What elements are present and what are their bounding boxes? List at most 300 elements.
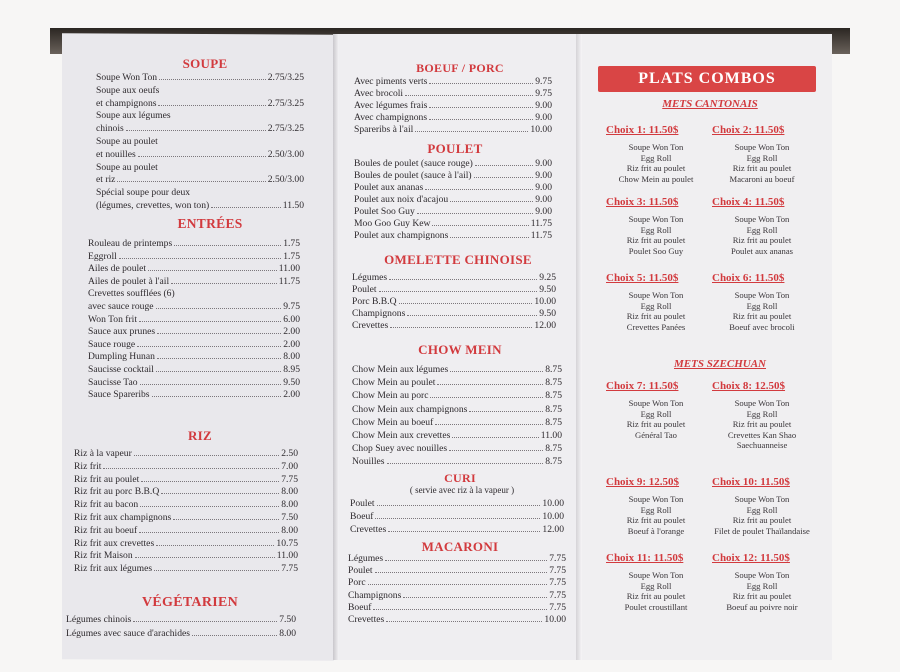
menu-item-name: Chow Mein aux crevettes [352, 430, 451, 441]
combo-choice-title: Choix 4: 11.50$ [712, 196, 785, 208]
dot-leader [429, 76, 533, 84]
combo-choice-items [706, 494, 818, 536]
combo-item: Soupe Won Ton [628, 570, 684, 580]
menu-item-name: Rouleau de printemps [88, 238, 173, 249]
menu-item-name: Porc B.B.Q [352, 296, 397, 307]
dot-leader [388, 524, 540, 532]
menu-item-row [88, 389, 300, 400]
combo-item: Riz frit au poulet [732, 515, 792, 525]
menu-item-row [354, 230, 552, 241]
menu-item-row [74, 474, 298, 485]
dot-leader [377, 498, 541, 506]
menu-item-row [88, 364, 300, 375]
menu-item-price: 2.50 [281, 448, 298, 459]
menu-item-row [352, 443, 562, 454]
combo-choice-items [600, 214, 712, 256]
menu-item-row [354, 158, 552, 169]
dot-leader [174, 238, 281, 246]
combo-item: Poulet aux ananas [730, 245, 794, 256]
menu-item-price: 11.00 [278, 263, 300, 275]
dot-leader [156, 301, 282, 309]
combo-item: Boeuf au poivre noir [726, 601, 798, 612]
menu-item-name: et champignons [96, 97, 157, 109]
menu-item-row [66, 614, 296, 625]
menu-item-price: 11.50 [282, 200, 304, 211]
menu-item-price: 7.75 [549, 553, 566, 564]
menu-item-row [74, 486, 298, 497]
menu-item-row [96, 123, 304, 134]
dot-leader [379, 284, 538, 292]
dot-leader [139, 314, 281, 322]
dot-leader [430, 390, 543, 398]
menu-item-name: Sauce Spareribs [88, 389, 150, 401]
menu-item-row [348, 577, 566, 588]
menu-item-name: Chow Mein aux légumes [352, 364, 449, 375]
menu-item-row [352, 417, 562, 428]
menu-item-name: Poulet [348, 565, 373, 577]
dot-leader [375, 565, 548, 573]
menu-item-name: Poulet Soo Guy [354, 206, 415, 217]
menu-item-price: 7.75 [549, 577, 566, 589]
section-title-entrees: ENTRÉES [177, 216, 243, 231]
combo-item: Poulet croustillant [624, 601, 688, 612]
dot-leader [389, 272, 537, 280]
menu-item-row [74, 461, 298, 472]
menu-item-row [74, 563, 298, 574]
menu-item-price: 9.50 [283, 376, 300, 388]
menu-item-row [74, 512, 298, 523]
menu-item-price: 9.75 [535, 76, 552, 87]
menu-item-row [348, 565, 566, 576]
dot-leader [137, 339, 281, 347]
menu-item-name: et nouilles [96, 148, 136, 160]
dot-leader [152, 389, 282, 397]
combo-item: Soupe Won Ton [734, 398, 790, 408]
combo-item: Soupe Won Ton [734, 142, 790, 152]
dot-leader [173, 512, 279, 520]
menu-item-name: Légumes [348, 553, 384, 564]
dot-leader [399, 296, 533, 304]
combo-item: Saechuanneise [736, 440, 788, 450]
menu-item-name: Boeuf [348, 601, 372, 613]
menu-item-row [354, 182, 552, 193]
dot-leader [450, 194, 533, 202]
menu-item-name: Soupe aux oeufs [96, 84, 160, 96]
fold-crease-2 [576, 34, 582, 660]
combo-item: Soupe Won Ton [734, 290, 790, 300]
menu-item-name: Won Ton frit [88, 313, 138, 325]
menu-item-name: Saucisse Tao [88, 376, 138, 388]
combo-item: Macaroni au boeuf [729, 173, 795, 184]
dot-leader [450, 230, 528, 238]
dot-leader [103, 461, 279, 469]
menu-item-price: 8.00 [281, 486, 298, 498]
combo-item: Crevettes Panées [626, 321, 686, 332]
dot-leader [403, 590, 547, 598]
combo-choice-items [600, 494, 712, 536]
menu-item-price: 11.75 [530, 218, 552, 229]
section-title-macaroni: MACARONI [421, 539, 499, 554]
menu-item-row [354, 88, 552, 99]
dot-leader [386, 614, 542, 622]
menu-item-row [352, 296, 556, 307]
menu-item-row [96, 98, 304, 109]
menu-item-price: 9.50 [539, 284, 556, 295]
menu-item-price: 1.75 [283, 238, 300, 249]
dot-leader [161, 486, 279, 494]
menu-item-price: 11.00 [276, 550, 298, 562]
menu-item-row [66, 628, 296, 639]
menu-item-price: 8.75 [545, 364, 562, 375]
menu-item-price: 8.75 [545, 443, 562, 455]
menu-item-row [352, 272, 556, 283]
dot-leader [138, 149, 266, 157]
menu-item-row [352, 390, 562, 401]
menu-item-row [354, 206, 552, 217]
menu-item-name: Chow Mein au porc [352, 390, 429, 402]
combo-choice-title: Choix 12: 11.50$ [712, 552, 790, 564]
menu-item-name: Soupe aux légumes [96, 110, 171, 122]
combo-item: Egg Roll [640, 300, 672, 311]
menu-item-price: 2.50/3.00 [267, 174, 304, 186]
combo-choice-items [706, 398, 818, 451]
combo-item: Egg Roll [746, 504, 778, 515]
menu-item-price: 9.00 [535, 194, 552, 205]
menu-item-name: Légumes avec sauce d'arachides [66, 628, 190, 639]
menu-item-row [352, 284, 556, 295]
combo-choice-title: Choix 11: 11.50$ [606, 552, 684, 564]
menu-item-name: Boeuf [350, 511, 374, 523]
menu-item-name: Soupe au poulet [96, 136, 158, 147]
menu-item-price: 10.00 [542, 511, 564, 523]
combo-item: Soupe Won Ton [628, 214, 684, 224]
menu-item-price: 9.50 [539, 308, 556, 319]
menu-item-price: 9.00 [535, 100, 552, 111]
dot-leader [429, 100, 533, 108]
menu-item-name: Riz frit au bacon [74, 499, 139, 511]
menu-item-price: 10.00 [544, 614, 566, 625]
menu-item-price: 7.50 [281, 512, 298, 523]
menu-item-price: 8.75 [545, 377, 562, 389]
combo-item: Soupe Won Ton [734, 494, 790, 504]
menu-item-price: 7.75 [281, 563, 298, 575]
dot-leader [157, 326, 281, 334]
menu-item-row [88, 263, 300, 274]
combo-item: Egg Roll [640, 224, 672, 235]
combo-choice-title: Choix 7: 11.50$ [606, 380, 679, 392]
combo-item: Riz frit au poulet [626, 311, 686, 321]
combo-choice-items [600, 142, 712, 184]
section-title-vegetarien: VÉGÉTARIEN [141, 595, 239, 610]
curi-subtitle: ( servie avec riz à la vapeur ) [409, 485, 515, 495]
section-title-boeuf-porc: BOEUF / PORC [416, 61, 504, 75]
dot-leader [405, 88, 533, 96]
menu-item-name: Riz frit au poulet [74, 473, 140, 485]
menu-item-row [74, 448, 298, 459]
dot-leader [140, 377, 282, 385]
menu-item-price: 10.00 [542, 498, 564, 509]
mets-cantonais-heading: METS CANTONAIS [662, 98, 758, 110]
combo-item: Egg Roll [746, 300, 778, 311]
menu-item-name: Sauce aux prunes [88, 326, 156, 338]
dot-leader [126, 123, 266, 131]
menu-item-row [88, 276, 300, 287]
dot-leader [375, 511, 540, 519]
combo-choice-items [600, 398, 712, 440]
menu-item-name: Dumpling Hunan [88, 351, 155, 363]
menu-item-name: Chop Suey avec nouilles [352, 443, 448, 455]
menu-item-price: 12.00 [542, 524, 564, 536]
menu-item-name: et riz [96, 174, 116, 186]
menu-item-name: Champignons [348, 589, 402, 601]
combo-choice-items [706, 142, 818, 184]
combo-item: Riz frit au poulet [732, 591, 792, 601]
combo-item: Riz frit au poulet [626, 163, 686, 173]
menu-item-name: Riz frit aux champignons [74, 512, 172, 523]
menu-item-name: Riz frit Maison [74, 550, 133, 562]
menu-item-price: 7.75 [281, 473, 298, 485]
menu-item-name: avec sauce rouge [88, 301, 154, 312]
menu-item-name: Saucisse cocktail [88, 364, 154, 375]
dot-leader [449, 443, 543, 451]
combo-item: Riz frit au poulet [732, 311, 792, 321]
menu-item-price: 8.00 [281, 524, 298, 536]
menu-item-name: Avec légumes frais [354, 100, 428, 111]
menu-item-price: 6.00 [283, 313, 300, 325]
menu-item-price: 8.75 [545, 403, 562, 415]
menu-item-row [354, 170, 552, 181]
menu-item-row [352, 308, 556, 319]
menu-item-price: 11.75 [278, 275, 300, 287]
menu-item-name: Ailes de poulet à l'ail [88, 275, 170, 287]
menu-item-name: Spareribs à l'ail [354, 124, 414, 135]
combo-item: Soupe Won Ton [734, 570, 790, 580]
section-title-riz: RIZ [187, 428, 213, 443]
menu-item-price: 9.75 [535, 88, 552, 99]
menu-item-name: Crevettes soufflées (6) [88, 288, 175, 300]
menu-item-row [352, 364, 562, 375]
combo-item: Chow Mein au poulet [618, 173, 694, 184]
combo-choice-title: Choix 2: 11.50$ [712, 124, 785, 136]
menu-item-price: 2.00 [283, 389, 300, 401]
menu-item-name: Riz à la vapeur [74, 448, 132, 459]
menu-item-name: Crevettes [350, 524, 387, 536]
combo-item: Filet de poulet Thaïlandaise [714, 525, 810, 536]
combo-choice-title: Choix 1: 11.50$ [606, 124, 679, 136]
menu-item-row [96, 200, 304, 211]
combo-item: Egg Roll [746, 224, 778, 235]
combo-choice-title: Choix 6: 11.50$ [712, 272, 785, 284]
menu-item-price: 9.00 [535, 170, 552, 181]
menu-item-price: 9.25 [539, 272, 556, 283]
mets-szechuan-heading: METS SZECHUAN [674, 358, 766, 370]
menu-item-row [96, 149, 304, 160]
menu-item-name: Soupe au poulet [96, 161, 158, 173]
dot-leader [141, 474, 279, 482]
dot-leader [159, 72, 266, 80]
menu-item-price: 11.75 [530, 230, 552, 241]
menu-item-price: 7.75 [549, 601, 566, 613]
menu-item-name: Riz frit aux crevettes [74, 537, 155, 549]
combo-item: Egg Roll [640, 408, 672, 419]
dot-leader [450, 364, 543, 372]
menu-item-row [88, 301, 300, 312]
menu-item-name: Boules de poulet (sauce rouge) [354, 158, 473, 169]
menu-item-row [96, 174, 304, 185]
combo-choice-title: Choix 9: 12.50$ [606, 476, 680, 488]
menu-item-name: Nouilles [352, 456, 385, 468]
menu-item-price: 2.75/3.25 [267, 97, 304, 109]
section-title-omelette: OMELETTE CHINOISE [384, 252, 532, 267]
menu-item-row [354, 194, 552, 205]
combo-choice-title: Choix 10: 11.50$ [712, 476, 790, 488]
menu-item-name: Légumes chinois [66, 614, 132, 625]
combo-choice-title: Choix 3: 11.50$ [606, 196, 679, 208]
menu-item-row [352, 404, 562, 415]
dot-leader [387, 456, 544, 464]
plats-combos-banner: PLATS COMBOS [598, 66, 816, 92]
menu-item-price: 8.00 [283, 351, 300, 363]
dot-leader [437, 377, 543, 385]
menu-item-price: 9.00 [535, 158, 552, 169]
menu-item-price: 7.75 [549, 589, 566, 601]
dot-leader [148, 263, 277, 271]
dot-leader [117, 174, 265, 182]
dot-leader [469, 404, 543, 412]
dot-leader [211, 200, 281, 208]
menu-item-name: Avec brocoli [354, 88, 404, 99]
menu-item-row [352, 320, 556, 331]
dot-leader [157, 351, 281, 359]
menu-item-price: 1.75 [283, 250, 300, 262]
dot-leader [156, 538, 274, 546]
menu-item-name: Avec piments verts [354, 76, 428, 87]
combo-choice-items [600, 290, 712, 332]
combo-item: Boeuf avec brocoli [729, 321, 795, 332]
dot-leader [133, 614, 277, 622]
menu-item-price: 7.00 [281, 460, 298, 472]
menu-item-name: Poulet aux ananas [354, 182, 424, 193]
dot-leader [134, 448, 279, 456]
dot-leader [415, 124, 528, 132]
dot-leader [407, 308, 537, 316]
menu-item-row [350, 524, 564, 535]
menu-item-name: Riz frit [74, 460, 102, 472]
dot-leader [119, 251, 281, 259]
combo-item: Egg Roll [640, 580, 672, 591]
menu-item-price: 2.00 [283, 338, 300, 350]
menu-item-price: 8.75 [545, 390, 562, 402]
combo-item: Egg Roll [640, 504, 672, 515]
fold-crease-1 [333, 34, 339, 660]
menu-item-name: Légumes [352, 272, 388, 283]
combo-item: Egg Roll [746, 408, 778, 419]
menu-item-name: Riz frit au boeuf [74, 524, 138, 536]
menu-item-row [348, 614, 566, 625]
menu-item-name: Spécial soupe pour deux [96, 187, 191, 199]
combo-item: Crevettes Kan Shao [727, 429, 797, 440]
menu-item-name: Porc [348, 577, 366, 589]
combo-item: Soupe Won Ton [628, 290, 684, 300]
dot-leader [140, 499, 279, 507]
menu-item-name: (légumes, crevettes, won ton) [96, 200, 210, 211]
menu-item-name: Chow Mein aux champignons [352, 403, 468, 415]
menu-item-name: Ailes de poulet [88, 263, 147, 275]
section-title-soupe: SOUPE [182, 56, 228, 71]
menu-item-row [348, 602, 566, 613]
menu-item-name: Champignons [352, 308, 406, 319]
dot-leader [432, 218, 528, 226]
dot-leader [385, 553, 547, 561]
menu-item-name: Riz frit au porc B.B.Q [74, 486, 160, 498]
menu-item-price: 10.00 [534, 296, 556, 307]
menu-item-price: 8.75 [545, 456, 562, 468]
menu-item-price: 2.75/3.25 [267, 72, 304, 83]
menu-item-row [352, 377, 562, 388]
menu-item-row [354, 124, 552, 135]
menu-item-name: Crevettes [352, 320, 389, 331]
menu-item-price: 8.95 [283, 364, 300, 375]
combo-item: Riz frit au poulet [732, 419, 792, 429]
menu-item-name: Boules de poulet (sauce à l'ail) [354, 170, 472, 181]
dot-leader [373, 602, 547, 610]
combo-item: Soupe Won Ton [628, 398, 684, 408]
menu-item-price: 9.00 [535, 182, 552, 193]
dot-leader [429, 112, 533, 120]
menu-item-price: 10.75 [276, 537, 298, 549]
menu-item-row [88, 377, 300, 388]
menu-item-row [88, 314, 300, 325]
menu-item-name: Avec champignons [354, 112, 428, 123]
menu-item-name: Poulet aux champignons [354, 230, 449, 241]
dot-leader [368, 577, 548, 585]
menu-item-price: 2.00 [283, 326, 300, 338]
dot-leader [154, 563, 279, 571]
menu-item-price: 8.75 [545, 416, 562, 428]
dot-leader [135, 550, 275, 558]
dot-leader [417, 206, 533, 214]
menu-item-price: 11.00 [540, 430, 562, 441]
menu-item-price: 9.00 [535, 206, 552, 217]
menu-item-row [88, 251, 300, 262]
menu-item-row [350, 498, 564, 509]
section-title-poulet: POULET [427, 141, 483, 156]
dot-leader [390, 320, 532, 328]
menu-item-row [354, 76, 552, 87]
dot-leader [156, 364, 281, 372]
menu-item-row [350, 511, 564, 522]
combo-item: Poulet Soo Guy [628, 245, 684, 256]
combo-choice-items [706, 214, 818, 256]
menu-item-price: 2.50/3.00 [267, 148, 304, 160]
menu-item-name: Sauce rouge [88, 338, 136, 350]
dot-leader [171, 276, 277, 284]
menu-item-price: 9.75 [283, 301, 300, 312]
menu-item-row [348, 553, 566, 564]
dot-leader [425, 182, 533, 190]
menu-item-name: Riz frit aux légumes [74, 563, 153, 575]
menu-item-name: Soupe Won Ton [96, 72, 158, 83]
menu-item-price: 9.00 [535, 112, 552, 123]
menu-item-name: Moo Goo Guy Kew [354, 218, 431, 229]
menu-item-row [348, 590, 566, 601]
menu-item-row [88, 351, 300, 362]
menu-item-price: 10.00 [530, 124, 552, 135]
combo-item: Riz frit au poulet [732, 235, 792, 245]
menu-item-price: 7.50 [279, 614, 296, 625]
combo-choice-title: Choix 5: 11.50$ [606, 272, 679, 284]
menu-item-name: Poulet [352, 284, 377, 295]
